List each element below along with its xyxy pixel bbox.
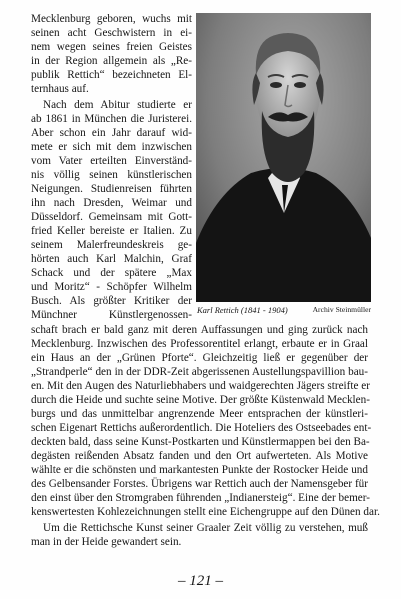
text-line: Münchner Künstlergenossen-: [31, 309, 192, 321]
text-line: seinen acht Geschwistern in ei-: [31, 27, 192, 39]
text-line: ternhaus auf.: [31, 83, 89, 95]
photo-caption: [196, 303, 371, 317]
text-line: ab 1861 in München die Juristerei.: [31, 113, 192, 125]
text-line: fried Keller bereiste er Italien. Zu: [31, 225, 192, 237]
text-line: „Strandperle“ den in der DDR-Zeit abgerissenen Austellungspavillion bau-: [31, 366, 368, 378]
caption-name: Karl Rettich (1841 - 1904): [197, 305, 288, 315]
text-line: vom Vater erteilten Einverständ-: [31, 155, 192, 167]
text-line: Düsseldorf. Gemeinsam mit Gott-: [31, 211, 192, 223]
text-line: Neigungen. Studienreisen führten: [31, 183, 192, 195]
text-line: den einst über den Stromgraben führenden „Indianersteig“. Eine der bemer-: [31, 492, 370, 504]
text-line: durch die Heide und suchte seine Motive. Der größte Küstenwald Mecklen-: [31, 394, 370, 406]
text-line: ein Haus an der „Grünen Pforte“. Gleichzeitig ließ er gegenüber der: [31, 352, 368, 364]
text-line: en. Mit den Augen des Naturliebhabers und waidgerechten Jägers streifte er: [31, 380, 370, 392]
text-line: schen Eigenart Rettichs außerordentlich. Die Hoteliers des Ostseebades ent-: [31, 422, 372, 434]
text-line: kenswertesten Kohlezeichnungen stellt eine Eichengruppe auf den Dünen dar.: [31, 506, 380, 518]
text-line: degästen reißenden Absatz fanden und den Ort aufwerteten. Als Motive: [31, 450, 368, 462]
text-line: man in der Heide gewandert sein.: [31, 536, 182, 548]
text-line: Um die Rettichsche Kunst seiner Graaler Zeit völlig zu verstehen, muß: [43, 522, 368, 534]
text-line: in der Region allgemein als „Re-: [31, 55, 192, 67]
text-line: wählte er die schönsten und markantesten Punkte der Rostocker Heide und: [31, 464, 368, 476]
text-line: Mecklenburg geboren, wuchs mit: [31, 13, 192, 25]
text-line: publik Rettich“ bezeichneten El-: [31, 69, 192, 81]
caption-credit: Archiv Steinmüller: [312, 305, 371, 314]
text-line: hörten auch Karl Malchin, Graf: [31, 253, 192, 265]
text-line: Aber schon ein Jahr darauf wid-: [31, 127, 192, 139]
text-line: und Moritz“ - Schöpfer Wilhelm: [31, 281, 192, 293]
text-line: des Gelbensander Forstes. Übrigens war Rettich auch der Namensgeber für: [31, 478, 368, 490]
text-line: Nach dem Abitur studierte er: [43, 99, 192, 111]
text-line: nis völlig seinen künstlerischen: [31, 169, 192, 181]
portrait-photo: [196, 13, 371, 302]
text-line: schaft brach er bald ganz mit deren Auffassungen und ging zurück nach: [31, 324, 368, 336]
text-line: seinem Malerfreundeskreis ge-: [31, 239, 192, 251]
text-line: Mecklenburg. Inzwischen des Professorentitel erlangt, erbaute er in Graal: [31, 338, 368, 350]
text-line: nem wegen seines freien Geistes: [31, 41, 192, 53]
text-line: burgs und das unmittelbar angrenzende Meer entsprachen der künstleri-: [31, 408, 368, 420]
text-line: mete er sich mit dem inzwischen: [31, 141, 192, 153]
text-line: Schack und der spätere „Max: [31, 267, 192, 279]
page-number: – 121 –: [178, 573, 223, 589]
text-line: ihn nach Dresden, Weimar und: [31, 197, 192, 209]
portrait-image: [196, 13, 371, 302]
text-line: deckten bald, dass seine Kunst-Postkarten und Künstlermappen bei den Ba-: [31, 436, 370, 448]
text-line: Busch. Als größter Kritiker der: [31, 295, 192, 307]
